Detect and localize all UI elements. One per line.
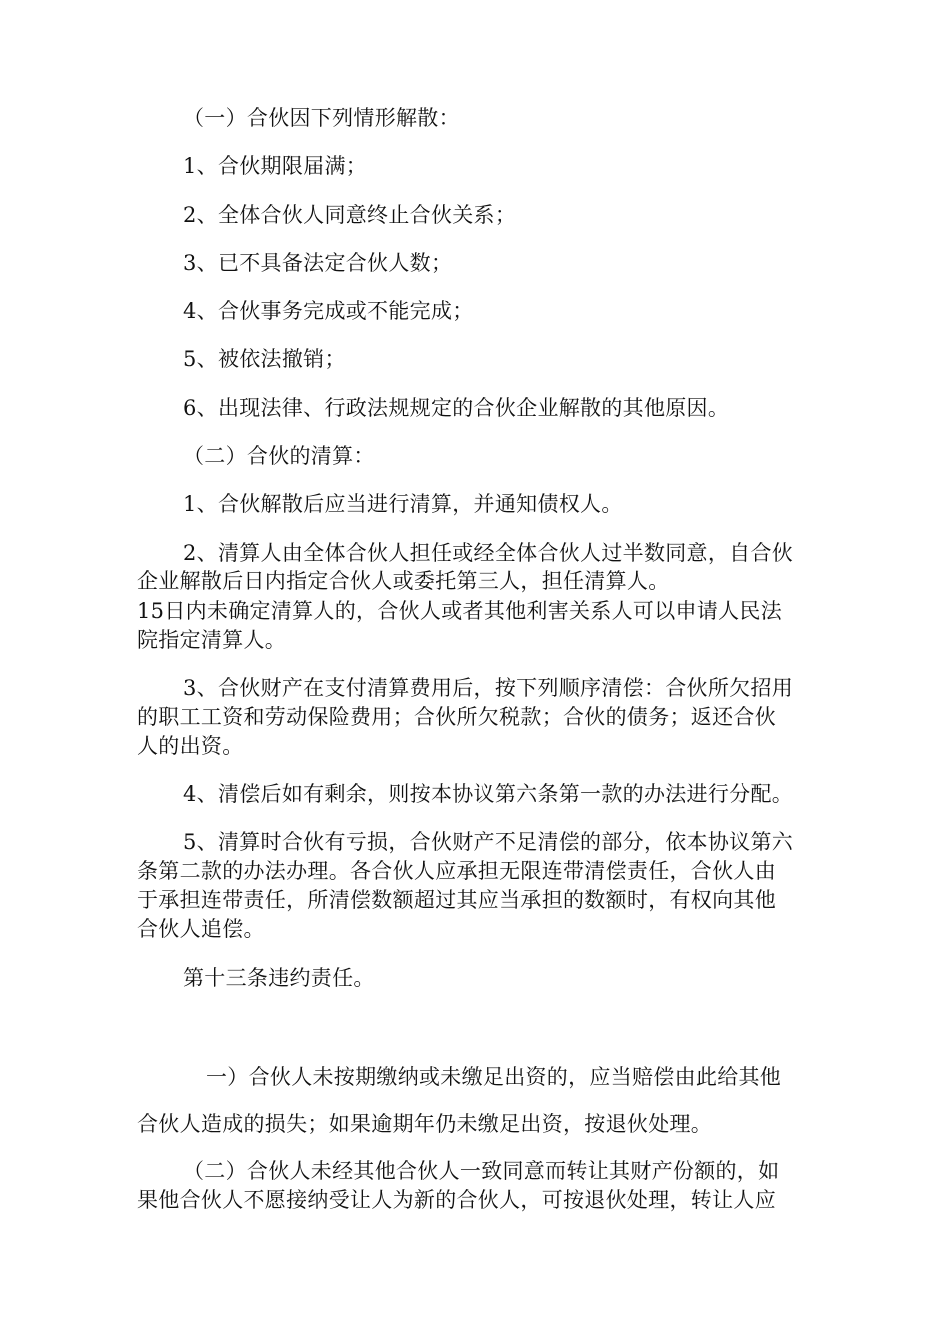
liquidation-item-5-line: 合伙人追偿。 — [137, 917, 265, 941]
liquidation-item-2-line: 2、清算人由全体合伙人担任或经全体合伙人过半数同意，自合伙 — [183, 541, 794, 565]
liquidation-item-3-line: 的职工工资和劳动保险费用；合伙所欠税款；合伙的债务；返还合伙 — [137, 705, 776, 729]
dissolution-item-1: 1、合伙期限届满； — [183, 154, 368, 178]
dissolution-item-6: 6、出现法律、行政法规规定的合伙企业解散的其他原因。 — [183, 396, 730, 420]
dissolution-item-5: 5、被依法撤销； — [183, 347, 346, 371]
liquidation-heading: （二）合伙的清算： — [183, 444, 375, 468]
liquidation-item-5-line: 于承担连带责任，所清偿数额超过其应当承担的数额时，有权向其他 — [137, 888, 776, 912]
article-13-clause-2-line: （二）合伙人未经其他合伙人一致同意而转让其财产份额的，如 — [183, 1159, 780, 1183]
liquidation-item-2-line: 院指定清算人。 — [137, 628, 287, 652]
liquidation-item-4: 4、清偿后如有剩余，则按本协议第六条第一款的办法进行分配。 — [183, 782, 794, 806]
article-13-clause-2-line: 果他合伙人不愿接纳受让人为新的合伙人，可按退伙处理，转让人应 — [137, 1188, 776, 1212]
dissolution-heading: （一）合伙因下列情形解散： — [183, 106, 460, 130]
liquidation-item-5-line: 5、清算时合伙有亏损，合伙财产不足清偿的部分，依本协议第六 — [183, 830, 794, 854]
article-13-clause-1-line: 一）合伙人未按期缴纳或未缴足出资的，应当赔偿由此给其他 — [206, 1065, 782, 1089]
liquidation-item-3-line: 3、合伙财产在支付清算费用后，按下列顺序清偿：合伙所欠招用 — [183, 676, 794, 700]
dissolution-item-3: 3、已不具备法定合伙人数； — [183, 251, 453, 275]
liquidation-item-5-line: 条第二款的办法办理。各合伙人应承担无限连带清偿责任，合伙人由 — [137, 859, 776, 883]
dissolution-item-4: 4、合伙事务完成或不能完成； — [183, 299, 474, 323]
liquidation-item-1: 1、合伙解散后应当进行清算，并通知债权人。 — [183, 492, 623, 516]
liquidation-item-3-line: 人的出资。 — [137, 734, 244, 758]
dissolution-item-2: 2、全体合伙人同意终止合伙关系； — [183, 203, 517, 227]
liquidation-item-2-line: 企业解散后日内指定合伙人或委托第三人，担任清算人。 — [137, 569, 670, 593]
article-13-title: 第十三条违约责任。 — [183, 966, 375, 990]
article-13-clause-1-line: 合伙人造成的损失；如果逾期年仍未缴足出资，按退伙处理。 — [137, 1112, 713, 1136]
liquidation-item-2-line: 15日内未确定清算人的，合伙人或者其他利害关系人可以申请人民法 — [137, 599, 783, 623]
